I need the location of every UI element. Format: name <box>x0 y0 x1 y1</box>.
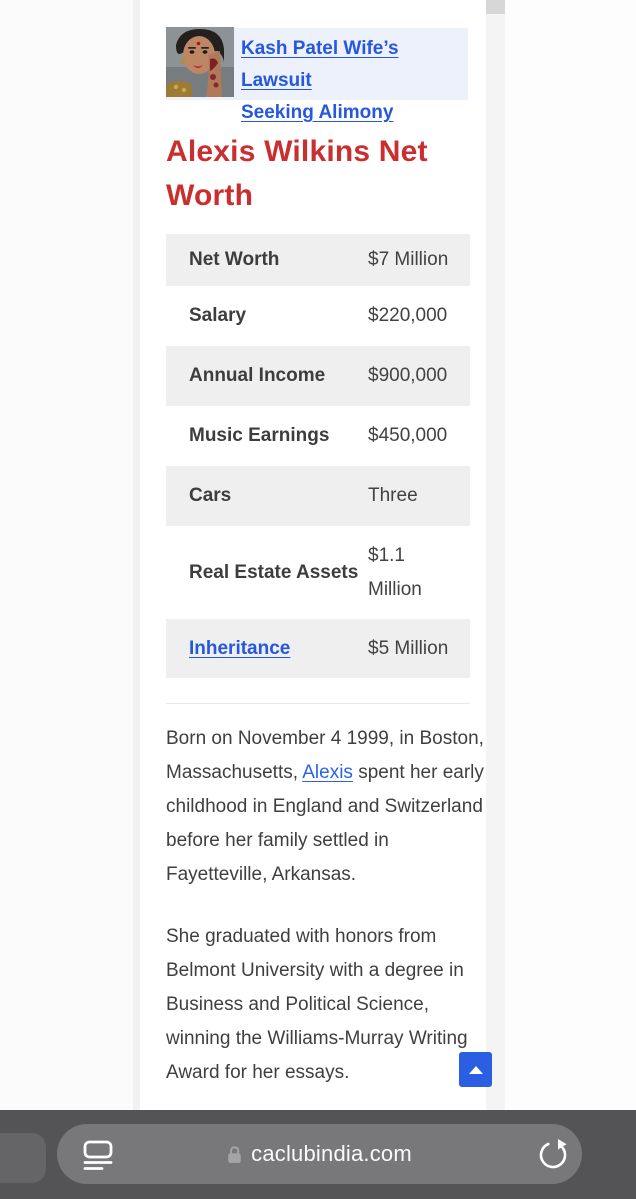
scroll-to-top-button[interactable] <box>459 1052 492 1087</box>
bio-paragraph-2: She graduated with honors from Belmont University with a degree in Business and Political Science, winning the Williams-Murray Writing Award for her essays. <box>166 926 468 1083</box>
table-row-net-worth <box>166 234 470 286</box>
table-row-salary <box>166 286 470 346</box>
page-left-gutter <box>0 0 133 1110</box>
adjacent-tab-fragment[interactable] <box>0 1133 46 1183</box>
up-arrow-icon <box>469 1066 483 1074</box>
page-title: Alexis Wilkins Net Worth <box>166 135 428 212</box>
row-label: Salary <box>189 305 247 326</box>
row-label: Net Worth <box>189 249 280 270</box>
bio-paragraph-1 <box>166 722 492 892</box>
row-value: $220,000 <box>368 305 448 326</box>
reload-button[interactable] <box>536 1137 570 1171</box>
address-display <box>57 1124 582 1184</box>
row-value: $7 Million <box>368 249 449 270</box>
related-link-line-2: Seeking Alimony <box>241 102 394 123</box>
row-label: Annual Income <box>189 365 326 386</box>
row-label: Cars <box>189 485 232 506</box>
table-row-annual-income <box>166 346 470 406</box>
related-article-card[interactable] <box>166 28 468 123</box>
alexis-link[interactable]: Alexis <box>302 762 353 783</box>
address-bar[interactable] <box>57 1124 582 1184</box>
stats-table <box>166 234 470 678</box>
content-divider <box>166 703 470 704</box>
page-right-gutter <box>505 0 636 1110</box>
row-label: Real Estate Assets <box>189 561 359 583</box>
table-row-inheritance <box>166 619 470 678</box>
scrollbar-thumb[interactable] <box>486 0 505 14</box>
address-domain: caclubindia.com <box>251 1141 412 1166</box>
table-row-cars <box>166 466 470 526</box>
content-left-edge <box>133 0 140 1110</box>
row-value: $5 Million <box>368 637 449 659</box>
row-value: $1.1 Million <box>368 544 422 600</box>
related-link-line-1: Kash Patel Wife’s Lawsuit <box>241 38 399 91</box>
table-row-real-estate <box>166 526 470 619</box>
paragraph-text: Born on November 4 1999, in Boston, Massachusetts, <box>166 728 484 783</box>
portrait-photo[interactable] <box>166 27 234 97</box>
table-row-music-earnings <box>166 406 470 466</box>
inheritance-link[interactable]: Inheritance <box>189 637 291 659</box>
related-article-link[interactable] <box>241 33 471 129</box>
row-value: $900,000 <box>368 365 448 386</box>
paragraph-text: spent her early childhood in England and Switzerland before her family settled in Fayetteville, Arkansas. <box>166 762 484 885</box>
row-value: Three <box>368 485 418 506</box>
row-value: $450,000 <box>368 425 448 446</box>
lock-icon <box>227 1145 242 1164</box>
browser-bottom-bar <box>0 1110 636 1199</box>
row-label: Music Earnings <box>189 425 330 446</box>
